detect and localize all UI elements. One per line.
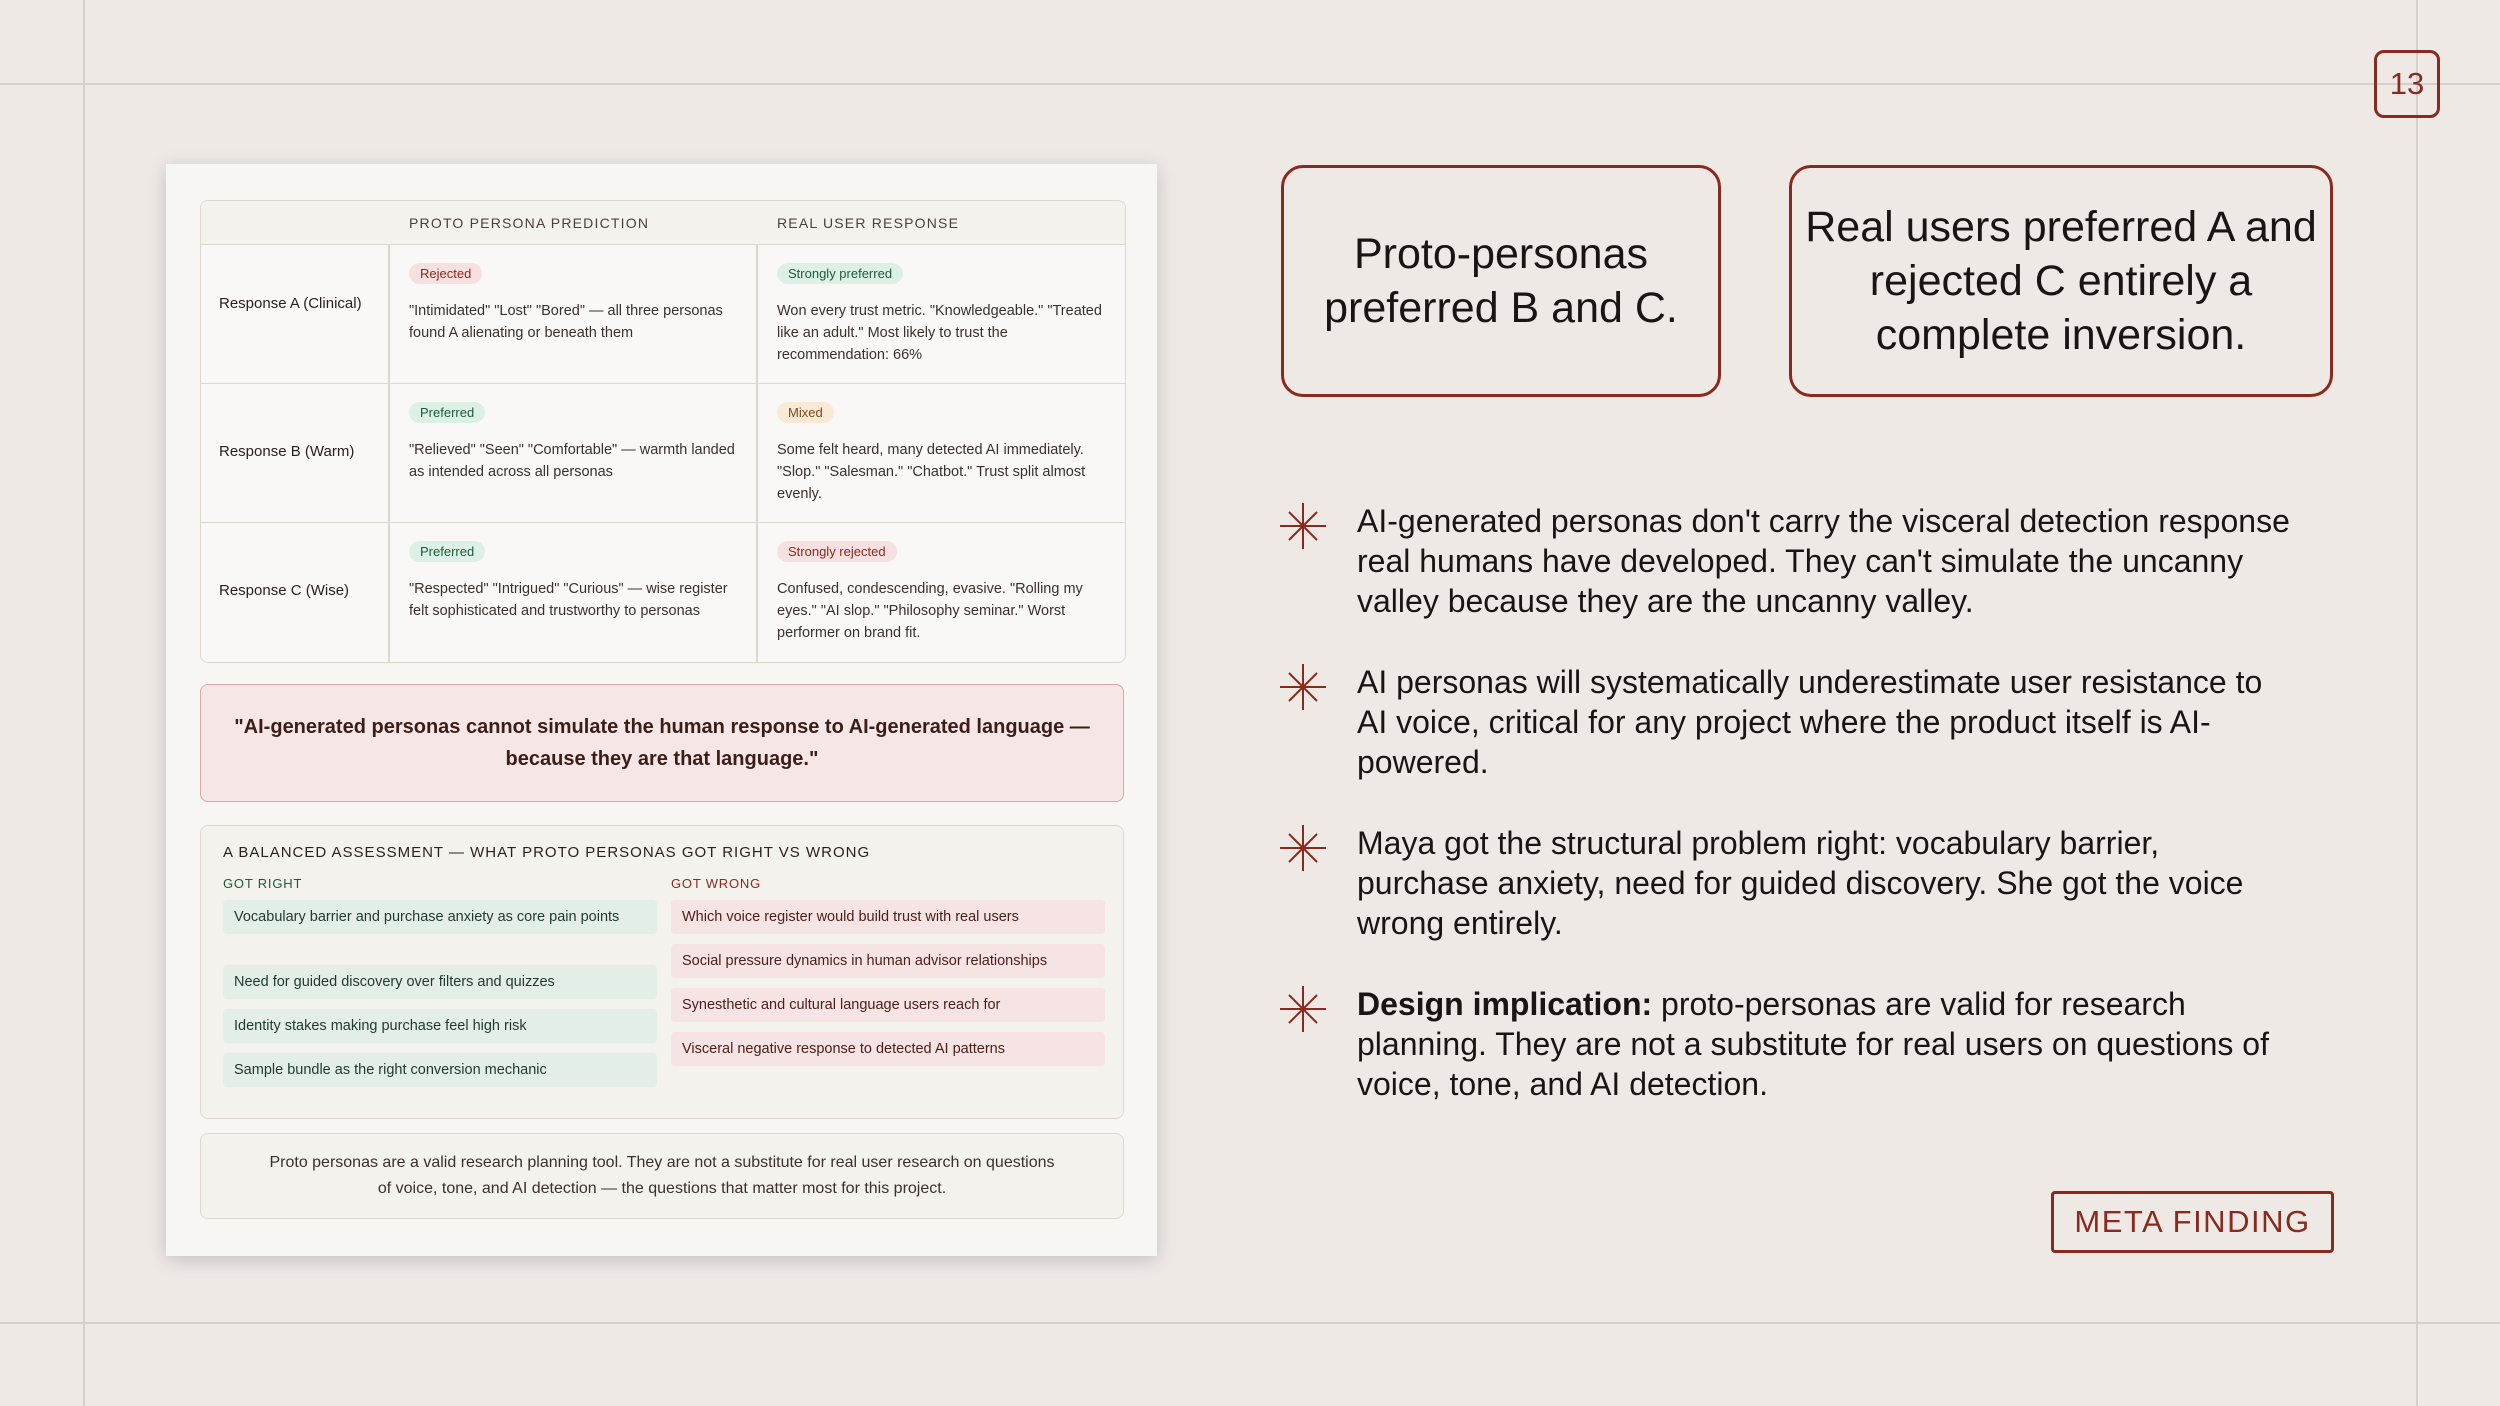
key-quote: "AI-generated personas cannot simulate the human response to AI-generated language — because they are that language."	[200, 684, 1124, 802]
meta-finding-tag: META FINDING	[2051, 1191, 2334, 1253]
status-badge: Strongly rejected	[777, 541, 897, 562]
table-row	[201, 384, 1125, 523]
got-wrong-title: GOT WRONG	[671, 876, 762, 891]
grid-line	[0, 83, 2500, 85]
row-label: Response C (Wise)	[219, 582, 350, 599]
grid-line	[83, 0, 85, 1406]
status-badge: Rejected	[409, 263, 482, 284]
got-right-title: GOT RIGHT	[223, 876, 303, 891]
balanced-assessment	[200, 825, 1124, 1119]
row-label: Response A (Clinical)	[219, 295, 362, 312]
got-wrong-item: Visceral negative response to detected AI patterns	[671, 1032, 1105, 1066]
got-right-item: Identity stakes making purchase feel high risk	[223, 1009, 657, 1043]
status-badge: Mixed	[777, 402, 834, 423]
cell-text: "Relieved" "Seen" "Comfortable" — warmth landed as intended across all personas	[409, 442, 735, 480]
status-badge: Strongly preferred	[777, 263, 903, 284]
asterisk-star-icon	[1278, 984, 1328, 1034]
header-real: REAL USER RESPONSE	[777, 215, 960, 231]
table-header	[201, 201, 1125, 245]
asterisk-star-icon	[1278, 662, 1328, 712]
proto-persona-summary: Proto-personas preferred B and C.	[1281, 165, 1721, 397]
comparison-table	[200, 200, 1126, 663]
table-row	[201, 523, 1125, 661]
real-user-summary: Real users preferred A and rejected C entirely a complete inversion.	[1789, 165, 2333, 397]
header-proto: PROTO PERSONA PREDICTION	[409, 215, 650, 231]
bullet-text: AI-generated personas don't carry the visceral detection response real humans have developed. They can't simulate the uncanny valley because they are the uncanny valley.	[1357, 503, 2290, 619]
page-number: 13	[2374, 50, 2440, 118]
cell-text: Won every trust metric. "Knowledgeable." "Treated like an adult." Most likely to trust the recommendation: 66%	[777, 303, 1102, 363]
bullet-text: AI personas will systematically underestimate user resistance to AI voice, critical for any project where the product itself is AI-powered.	[1357, 664, 2263, 780]
grid-line	[0, 1322, 2500, 1324]
cell-text: "Intimidated" "Lost" "Bored" — all three personas found A alienating or beneath them	[409, 303, 723, 341]
got-wrong-item: Synesthetic and cultural language users reach for	[671, 988, 1105, 1022]
cell-text: "Respected" "Intrigued" "Curious" — wise register felt sophisticated and trustworthy to personas	[409, 581, 728, 619]
got-wrong-item: Social pressure dynamics in human advisor relationships	[671, 944, 1105, 978]
got-wrong-item: Which voice register would build trust with real users	[671, 900, 1105, 934]
bullet-text: Maya got the structural problem right: vocabulary barrier, purchase anxiety, need for guided discovery. She got the voice wrong entirely.	[1357, 825, 2244, 941]
status-badge: Preferred	[409, 402, 485, 423]
got-right-item: Need for guided discovery over filters and quizzes	[223, 965, 657, 999]
status-badge: Preferred	[409, 541, 485, 562]
asterisk-star-icon	[1278, 501, 1328, 551]
cell-text: Some felt heard, many detected AI immediately. "Slop." "Salesman." "Chatbot." Trust split almost evenly.	[777, 442, 1086, 502]
table-row	[201, 245, 1125, 384]
comparison-card	[166, 164, 1157, 1256]
got-right-item: Sample bundle as the right conversion mechanic	[223, 1053, 657, 1087]
grid-line	[2416, 0, 2418, 1406]
asterisk-star-icon	[1278, 823, 1328, 873]
got-right-item: Vocabulary barrier and purchase anxiety as core pain points	[223, 900, 657, 934]
row-label: Response B (Warm)	[219, 443, 355, 460]
bullet-text: Design implication: proto-personas are valid for research planning. They are not a substitute for real users on questions of voice, tone, and AI detection.	[1357, 986, 2269, 1102]
cell-text: Confused, condescending, evasive. "Rolling my eyes." "AI slop." "Philosophy seminar." Worst performer on brand fit.	[777, 581, 1083, 641]
assessment-title: A BALANCED ASSESSMENT — WHAT PROTO PERSONAS GOT RIGHT VS WRONG	[223, 844, 871, 861]
footnote: Proto personas are a valid research planning tool. They are not a substitute for real user research on questions of voice, tone, and AI detection — the questions that matter most for this project.	[200, 1133, 1124, 1219]
